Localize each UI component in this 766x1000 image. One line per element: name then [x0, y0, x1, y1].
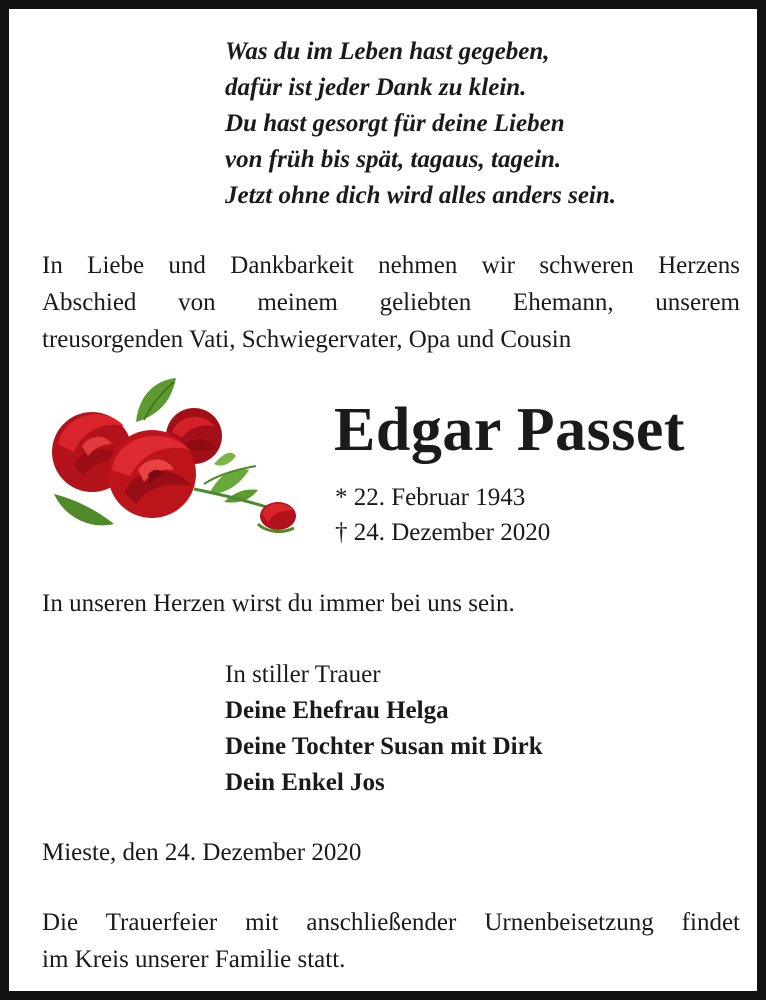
death-date: † 24. Dezember 2020 [335, 519, 551, 546]
life-dates [335, 480, 550, 550]
red-roses-icon [44, 374, 304, 539]
mourner-name: Deine Tochter Susan mit Dirk [225, 733, 543, 760]
intro-line: In Liebe und Dankbarkeit nehmen wir schweren Herzens [42, 252, 740, 279]
deceased-name: Edgar Passet [334, 396, 686, 464]
mourner-name: Dein Enkel Jos [225, 769, 385, 796]
funeral-line: Die Trauerfeier mit anschließender Urnenbeisetzung findet [42, 909, 740, 936]
funeral-line: im Kreis unserer Familie statt. [42, 946, 346, 973]
birth-date: * 22. Februar 1943 [335, 484, 526, 511]
poem-line: von früh bis spät, tagaus, tagein. [225, 146, 562, 173]
mourners-block [225, 657, 543, 801]
poem-line: dafür ist jeder Dank zu klein. [225, 74, 527, 101]
place-date: Mieste, den 24. Dezember 2020 [42, 839, 362, 866]
hearts-line: In unseren Herzen wirst du immer bei uns sein. [42, 590, 515, 617]
poem-line: Jetzt ohne dich wird alles anders sein. [225, 182, 617, 209]
funeral-notice [42, 904, 740, 978]
intro-line: Abschied von meinem geliebten Ehemann, unserem [42, 289, 740, 316]
mourner-name: Deine Ehefrau Helga [225, 697, 449, 724]
poem [225, 34, 616, 214]
poem-line: Du hast gesorgt für deine Lieben [225, 110, 565, 137]
intro-text [42, 247, 740, 358]
poem-line: Was du im Leben hast gegeben, [225, 38, 550, 65]
intro-line: treusorgenden Vati, Schwiegervater, Opa und Cousin [42, 326, 572, 353]
mourners-heading: In stiller Trauer [225, 661, 381, 688]
